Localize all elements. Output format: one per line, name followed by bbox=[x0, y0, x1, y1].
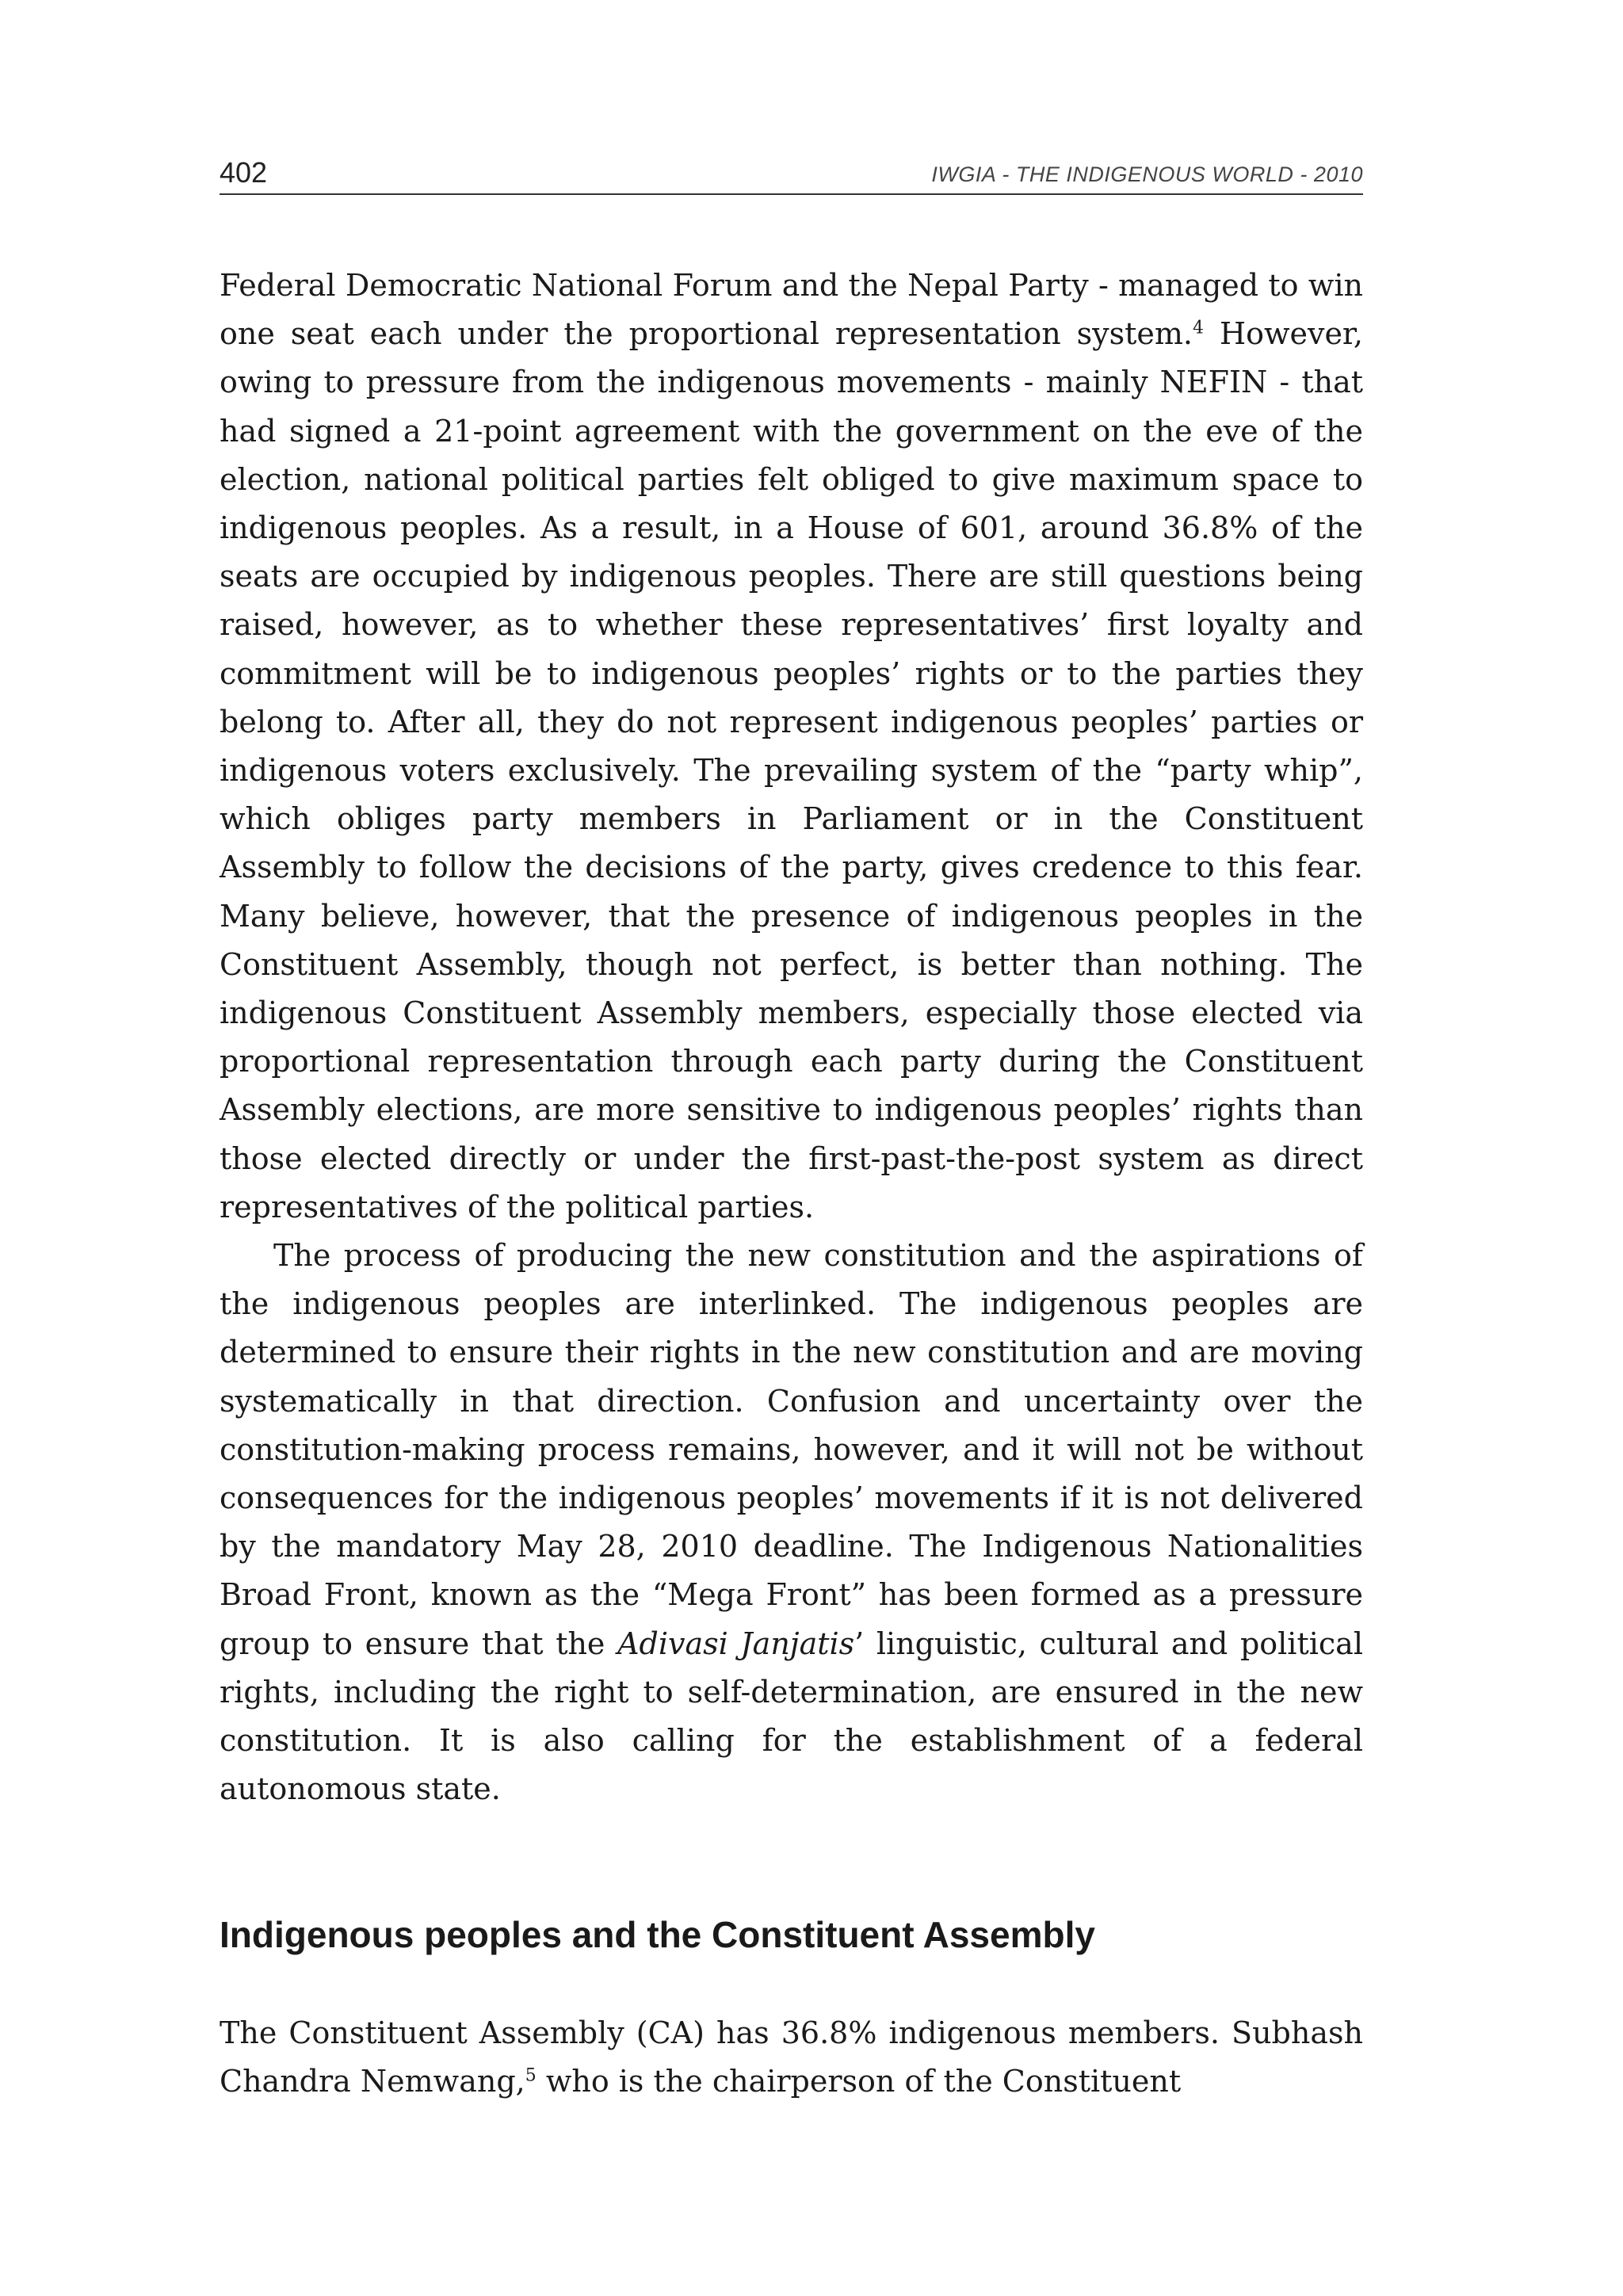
running-title: IWGIA - THE INDIGENOUS WORLD - 2010 bbox=[931, 162, 1363, 186]
paragraph bbox=[220, 1232, 1363, 1813]
page-number: 402 bbox=[220, 156, 268, 189]
paragraph-text: The process of producing the new constitution and the aspirations of the indigenous peoples are interlinked. The indigenous peoples are determined to ensure their rights in the new constitution and are moving systematically in that direction. Confusion and uncertainty over the constitution-making process remains, however, and it will not be without consequences for the indigenous peoples’ movements if it is not delivered by the mandatory May 28, 2010 deadline. The Indigenous Nationalities Broad Front, known as the “Mega Front” has been formed as a pressure group to ensure that the bbox=[220, 1238, 1363, 1661]
italic-term: Adivasi Janjatis bbox=[617, 1626, 855, 1661]
paragraph-text: who is the chairperson of the Constituent bbox=[536, 2063, 1182, 2099]
paragraph-text: The Constituent Assembly (CA) has 36.8% indigenous members. Subhash Chandra Nemwang, bbox=[220, 2015, 1363, 2099]
body-text bbox=[220, 262, 1363, 2106]
paragraph-text: ’ linguistic, cultural and political rights, including the right to self-determination, are ensured in the new constitution. It is also calling for the establishment of a federal autonomous state. bbox=[220, 1626, 1363, 1807]
paragraph bbox=[220, 262, 1363, 1232]
section-heading: Indigenous peoples and the Constituent Assembly bbox=[220, 1913, 1095, 1955]
footnote-marker: 5 bbox=[525, 2065, 537, 2086]
paragraph-text: Federal Democratic National Forum and the Nepal Party - managed to win one seat each under the proportional representation system. bbox=[220, 268, 1363, 352]
running-header bbox=[220, 152, 1363, 195]
paragraph bbox=[220, 2009, 1363, 2106]
paragraph-text: However, owing to pressure from the indigenous movements - mainly NEFIN - that had signed a 21-point agreement with the government on the eve of the election, national political parties felt obliged to give maximum space to indigenous peoples. As a result, in a House of 601, around 36.8% of the seats are occupied by indigenous peoples. There are still questions being raised, however, as to whether these representatives’ first loyalty and commitment will be to indigenous peoples’ rights or to the parties they belong to. After all, they do not represent indigenous peoples’ parties or indigenous voters exclusively. The prevailing system of the “party whip”, which obliges party members in Parliament or in the Constituent Assembly to follow the decisions of the party, gives credence to this fear. Many believe, however, that the presence of indigenous peoples in the Constituent Assembly, though not perfect, is better than nothing. The indigenous Constituent Assembly members, especially those elected via proportional representation through each party during the Constituent Assembly elections, are more sensitive to indigenous peoples’ rights than those elected directly or under the first-past-the-post system as direct representatives of the political parties. bbox=[220, 316, 1363, 1224]
footnote-marker: 4 bbox=[1192, 318, 1204, 338]
